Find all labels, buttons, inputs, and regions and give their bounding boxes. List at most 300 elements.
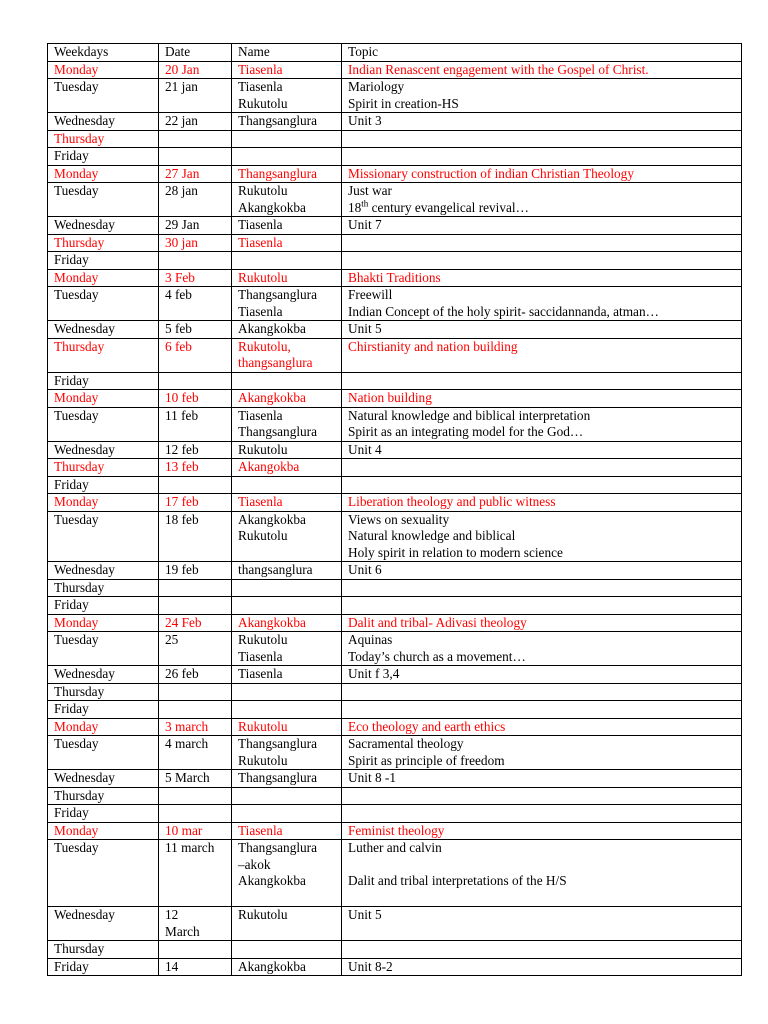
cell-topic	[342, 562, 742, 580]
weekday-text: Thursday	[54, 459, 105, 474]
cell-topic	[342, 701, 742, 719]
cell-name	[232, 822, 342, 840]
cell-weekday	[48, 61, 159, 79]
cell-date	[159, 113, 232, 131]
table-row	[48, 579, 742, 597]
cell-topic	[342, 614, 742, 632]
cell-topic	[342, 579, 742, 597]
cell-date	[159, 770, 232, 788]
topic-text: Unit 7	[348, 217, 382, 232]
cell-weekday	[48, 252, 159, 270]
date-text: 25	[165, 632, 179, 647]
name-text: Thangsanglura	[238, 113, 318, 128]
table-row	[48, 321, 742, 339]
weekday-text: Tuesday	[54, 287, 99, 302]
cell-date	[159, 321, 232, 339]
table-row	[48, 287, 742, 321]
table-row	[48, 217, 742, 235]
cell-topic	[342, 269, 742, 287]
name-text: Thangsanglura	[238, 770, 318, 785]
cell-name	[232, 805, 342, 823]
cell-date	[159, 597, 232, 615]
cell-weekday	[48, 441, 159, 459]
cell-name	[232, 130, 342, 148]
weekday-text: Monday	[54, 269, 99, 285]
date-text: 4 feb	[165, 287, 192, 302]
date-text: 5 March	[165, 770, 210, 785]
cell-topic	[342, 252, 742, 270]
table-row	[48, 614, 742, 632]
cell-weekday	[48, 217, 159, 235]
topic-text: Unit 5	[348, 907, 382, 922]
cell-weekday	[48, 597, 159, 615]
cell-weekday	[48, 130, 159, 148]
weekday-text: Thursday	[54, 787, 105, 803]
cell-weekday	[48, 787, 159, 805]
cell-weekday	[48, 113, 159, 131]
cell-name	[232, 701, 342, 719]
schedule-table	[47, 43, 742, 976]
cell-name	[232, 718, 342, 736]
name-text: Thangsanglura	[238, 736, 318, 751]
name-text: Akangkokba	[238, 390, 306, 405]
table-row	[48, 338, 742, 372]
name-text: Rukutolu	[238, 907, 288, 922]
weekday-text: Wednesday	[54, 666, 115, 681]
cell-weekday	[48, 907, 159, 941]
topic-text: Indian Renascent engagement with the Gospel of Christ.	[348, 61, 649, 77]
cell-weekday	[48, 736, 159, 770]
cell-topic	[342, 718, 742, 736]
name-text: Thangsanglura	[238, 287, 318, 302]
cell-name	[232, 770, 342, 788]
cell-date	[159, 958, 232, 976]
weekday-text: Friday	[54, 148, 89, 163]
cell-date	[159, 736, 232, 770]
cell-topic	[342, 840, 742, 907]
weekday-text: Thursday	[54, 338, 105, 354]
cell-date	[159, 338, 232, 372]
name-text: Tiasenla	[238, 79, 283, 94]
table-row	[48, 958, 742, 976]
cell-weekday	[48, 407, 159, 441]
topic-text: Bhakti Traditions	[348, 269, 441, 285]
cell-date	[159, 390, 232, 408]
cell-topic	[342, 511, 742, 562]
topic-text: Freewill	[348, 287, 393, 302]
weekday-text: Thursday	[54, 683, 105, 699]
name-text: Rukutolu	[238, 632, 288, 647]
weekday-text: Monday	[54, 61, 99, 77]
date-text: 11 march	[165, 840, 215, 855]
name-text: Rukutolu	[238, 95, 288, 111]
cell-weekday	[48, 683, 159, 701]
topic-text: Dalit and tribal- Adivasi theology	[348, 614, 527, 630]
weekday-text: Monday	[54, 390, 99, 405]
cell-name	[232, 459, 342, 477]
topic-text: 18th century evangelical revival…	[348, 198, 529, 215]
cell-date	[159, 840, 232, 907]
cell-name	[232, 614, 342, 632]
table-row	[48, 61, 742, 79]
table-row	[48, 736, 742, 770]
cell-name	[232, 787, 342, 805]
table-row	[48, 511, 742, 562]
cell-name	[232, 666, 342, 684]
cell-topic	[342, 787, 742, 805]
cell-topic	[342, 907, 742, 941]
cell-weekday	[48, 511, 159, 562]
topic-text: Holy spirit in relation to modern science	[348, 544, 563, 560]
table-row	[48, 113, 742, 131]
cell-date	[159, 234, 232, 252]
table-row	[48, 441, 742, 459]
topic-text: Unit 3	[348, 113, 382, 128]
cell-date	[159, 79, 232, 113]
weekday-text: Thursday	[54, 130, 105, 146]
cell-weekday	[48, 234, 159, 252]
table-header-row	[48, 44, 742, 62]
cell-topic	[342, 61, 742, 79]
weekday-text: Friday	[54, 805, 89, 820]
topic-text: Luther and calvin	[348, 840, 442, 855]
cell-date	[159, 407, 232, 441]
date-text: 20 Jan	[165, 61, 200, 77]
topic-text: Feminist theology	[348, 822, 445, 838]
cell-topic	[342, 287, 742, 321]
name-text: Thangsanglura	[238, 165, 318, 181]
schedule-body	[48, 61, 742, 976]
header-date: Date	[159, 44, 232, 62]
topic-text: Unit 8 -1	[348, 770, 397, 785]
weekday-text: Friday	[54, 476, 89, 492]
cell-name	[232, 61, 342, 79]
cell-topic	[342, 683, 742, 701]
cell-date	[159, 701, 232, 719]
cell-weekday	[48, 390, 159, 408]
table-row	[48, 787, 742, 805]
cell-weekday	[48, 165, 159, 183]
cell-name	[232, 407, 342, 441]
table-row	[48, 130, 742, 148]
weekday-text: Thursday	[54, 941, 105, 956]
topic-text: Unit f 3,4	[348, 666, 400, 681]
date-text-line: 12	[165, 907, 179, 922]
cell-date	[159, 511, 232, 562]
topic-text: Chirstianity and nation building	[348, 338, 518, 354]
name-text: Akangkokba	[238, 873, 306, 888]
table-row	[48, 234, 742, 252]
cell-weekday	[48, 840, 159, 907]
cell-weekday	[48, 958, 159, 976]
date-text: 4 march	[165, 736, 209, 751]
cell-date	[159, 666, 232, 684]
row-spacer	[348, 890, 735, 907]
cell-date	[159, 61, 232, 79]
table-row	[48, 459, 742, 477]
cell-weekday	[48, 614, 159, 632]
cell-name	[232, 632, 342, 666]
topic-text: Unit 5	[348, 321, 382, 336]
cell-date	[159, 476, 232, 494]
table-row	[48, 907, 742, 941]
cell-name	[232, 597, 342, 615]
cell-name	[232, 441, 342, 459]
date-text-line: March	[165, 923, 200, 939]
cell-topic	[342, 805, 742, 823]
cell-weekday	[48, 148, 159, 166]
topic-text: Unit 8-2	[348, 958, 393, 974]
topic-text: Nation building	[348, 390, 432, 405]
name-text: Rukutolu	[238, 718, 288, 734]
cell-topic	[342, 958, 742, 976]
cell-date	[159, 441, 232, 459]
cell-name	[232, 287, 342, 321]
name-text: Akangkokba	[238, 958, 306, 974]
cell-topic	[342, 597, 742, 615]
cell-weekday	[48, 941, 159, 959]
weekday-text: Thursday	[54, 579, 105, 595]
cell-topic	[342, 321, 742, 339]
cell-name	[232, 579, 342, 597]
cell-topic	[342, 113, 742, 131]
name-text: –akok	[238, 856, 271, 872]
cell-topic	[342, 941, 742, 959]
cell-date	[159, 941, 232, 959]
cell-weekday	[48, 822, 159, 840]
cell-weekday	[48, 666, 159, 684]
weekday-text: Tuesday	[54, 183, 99, 198]
cell-weekday	[48, 287, 159, 321]
cell-date	[159, 372, 232, 390]
cell-weekday	[48, 770, 159, 788]
topic-text: Unit 6	[348, 562, 382, 577]
cell-date	[159, 632, 232, 666]
cell-topic	[342, 234, 742, 252]
topic-text: Indian Concept of the holy spirit- saccidannanda, atman…	[348, 303, 659, 319]
cell-weekday	[48, 459, 159, 477]
cell-date	[159, 287, 232, 321]
cell-name	[232, 736, 342, 770]
weekday-text: Wednesday	[54, 217, 115, 232]
date-text: 29 Jan	[165, 217, 200, 232]
date-text: 12 feb	[165, 441, 199, 457]
topic-text: Aquinas	[348, 632, 393, 647]
weekday-text: Monday	[54, 494, 99, 509]
topic-text: Liberation theology and public witness	[348, 494, 556, 509]
table-row	[48, 941, 742, 959]
weekday-text: Wednesday	[54, 113, 115, 128]
cell-name	[232, 511, 342, 562]
topic-text: Natural knowledge and biblical interpretation	[348, 407, 591, 423]
cell-date	[159, 805, 232, 823]
cell-topic	[342, 372, 742, 390]
cell-weekday	[48, 269, 159, 287]
date-text: 11 feb	[165, 407, 199, 423]
cell-name	[232, 234, 342, 252]
date-text: 3 march	[165, 718, 209, 734]
weekday-text: Tuesday	[54, 840, 99, 855]
name-text: thangsanglura	[238, 562, 313, 577]
cell-topic	[342, 822, 742, 840]
weekday-text: Monday	[54, 822, 99, 838]
cell-weekday	[48, 183, 159, 217]
date-text: 6 feb	[165, 338, 192, 354]
cell-name	[232, 269, 342, 287]
cell-name	[232, 907, 342, 941]
name-text: Akangkokba	[238, 199, 306, 215]
header-weekdays: Weekdays	[48, 44, 159, 62]
table-row	[48, 701, 742, 719]
table-row	[48, 822, 742, 840]
topic-text	[348, 857, 735, 874]
table-row	[48, 562, 742, 580]
cell-topic	[342, 476, 742, 494]
weekday-text: Friday	[54, 597, 89, 612]
date-text: 5 feb	[165, 321, 192, 336]
weekday-text: Thursday	[54, 234, 105, 250]
cell-weekday	[48, 476, 159, 494]
weekday-text: Friday	[54, 372, 89, 388]
cell-weekday	[48, 372, 159, 390]
cell-weekday	[48, 338, 159, 372]
cell-weekday	[48, 494, 159, 512]
cell-topic	[342, 165, 742, 183]
cell-date	[159, 562, 232, 580]
weekday-text: Wednesday	[54, 441, 115, 457]
name-text: Tiasenla	[238, 217, 283, 232]
topic-text: Dalit and tribal interpretations of the H/S	[348, 873, 567, 888]
name-text: Tiasenla	[238, 234, 283, 250]
cell-topic	[342, 130, 742, 148]
date-text: 27 Jan	[165, 165, 200, 181]
date-text: 14	[165, 958, 179, 974]
cell-date	[159, 165, 232, 183]
topic-text: Sacramental theology	[348, 736, 464, 751]
cell-date	[159, 683, 232, 701]
name-text: Akangkokba	[238, 614, 306, 630]
table-row	[48, 840, 742, 907]
table-row	[48, 476, 742, 494]
cell-topic	[342, 632, 742, 666]
date-text: 21 jan	[165, 79, 198, 94]
cell-topic	[342, 148, 742, 166]
cell-topic	[342, 79, 742, 113]
cell-name	[232, 683, 342, 701]
topic-text: Eco theology and earth ethics	[348, 718, 506, 734]
date-text: 19 feb	[165, 562, 199, 577]
weekday-text: Monday	[54, 165, 99, 181]
cell-name	[232, 183, 342, 217]
name-text: Rukutolu,	[238, 338, 291, 354]
name-text: Tiasenla	[238, 648, 283, 664]
table-row	[48, 165, 742, 183]
cell-date	[159, 217, 232, 235]
date-text: 3 Feb	[165, 269, 195, 285]
cell-topic	[342, 217, 742, 235]
cell-date	[159, 822, 232, 840]
cell-weekday	[48, 562, 159, 580]
header-topic: Topic	[342, 44, 742, 62]
weekday-text: Tuesday	[54, 511, 99, 527]
cell-name	[232, 476, 342, 494]
name-text: Tiasenla	[238, 822, 283, 838]
table-row	[48, 666, 742, 684]
cell-topic	[342, 494, 742, 512]
cell-topic	[342, 459, 742, 477]
cell-name	[232, 113, 342, 131]
cell-weekday	[48, 321, 159, 339]
weekday-text: Tuesday	[54, 79, 99, 94]
cell-name	[232, 79, 342, 113]
topic-text: Spirit as an integrating model for the God…	[348, 424, 584, 439]
table-row	[48, 183, 742, 217]
cell-date	[159, 718, 232, 736]
cell-weekday	[48, 701, 159, 719]
cell-name	[232, 148, 342, 166]
cell-weekday	[48, 718, 159, 736]
name-text: Thangsanglura	[238, 840, 318, 855]
name-text: thangsanglura	[238, 355, 313, 370]
name-text: Thangsanglura	[238, 424, 318, 439]
name-text: Tiasenla	[238, 407, 283, 423]
weekday-text: Tuesday	[54, 632, 99, 647]
row-spacer	[348, 924, 735, 941]
table-row	[48, 148, 742, 166]
date-text: 22 jan	[165, 113, 198, 128]
table-row	[48, 597, 742, 615]
weekday-text: Tuesday	[54, 407, 99, 423]
header-name: Name	[232, 44, 342, 62]
cell-topic	[342, 390, 742, 408]
table-row	[48, 390, 742, 408]
topic-text: Missionary construction of indian Christian Theology	[348, 165, 634, 181]
date-text: 18 feb	[165, 511, 199, 527]
table-row	[48, 683, 742, 701]
weekday-text: Friday	[54, 701, 89, 716]
topic-text: Natural knowledge and biblical	[348, 528, 516, 543]
cell-date	[159, 183, 232, 217]
table-row	[48, 718, 742, 736]
weekday-text: Friday	[54, 252, 89, 267]
topic-text: Views on sexuality	[348, 511, 450, 527]
cell-name	[232, 494, 342, 512]
table-row	[48, 252, 742, 270]
name-text: Rukutolu	[238, 752, 288, 768]
table-row	[48, 632, 742, 666]
weekday-text: Tuesday	[54, 736, 99, 751]
cell-topic	[342, 736, 742, 770]
cell-weekday	[48, 79, 159, 113]
cell-name	[232, 941, 342, 959]
name-text: Akangokba	[238, 459, 300, 474]
cell-weekday	[48, 805, 159, 823]
cell-date	[159, 252, 232, 270]
date-text: 10 feb	[165, 390, 199, 405]
cell-date	[159, 148, 232, 166]
cell-date	[159, 579, 232, 597]
cell-name	[232, 562, 342, 580]
weekday-text: Friday	[54, 958, 89, 974]
cell-name	[232, 840, 342, 907]
cell-date	[159, 787, 232, 805]
cell-date	[159, 459, 232, 477]
name-text: Rukutolu	[238, 441, 288, 457]
name-text: Tiasenla	[238, 666, 283, 681]
topic-text: Today’s church as a movement…	[348, 648, 526, 664]
cell-name	[232, 372, 342, 390]
weekday-text: Wednesday	[54, 770, 115, 785]
